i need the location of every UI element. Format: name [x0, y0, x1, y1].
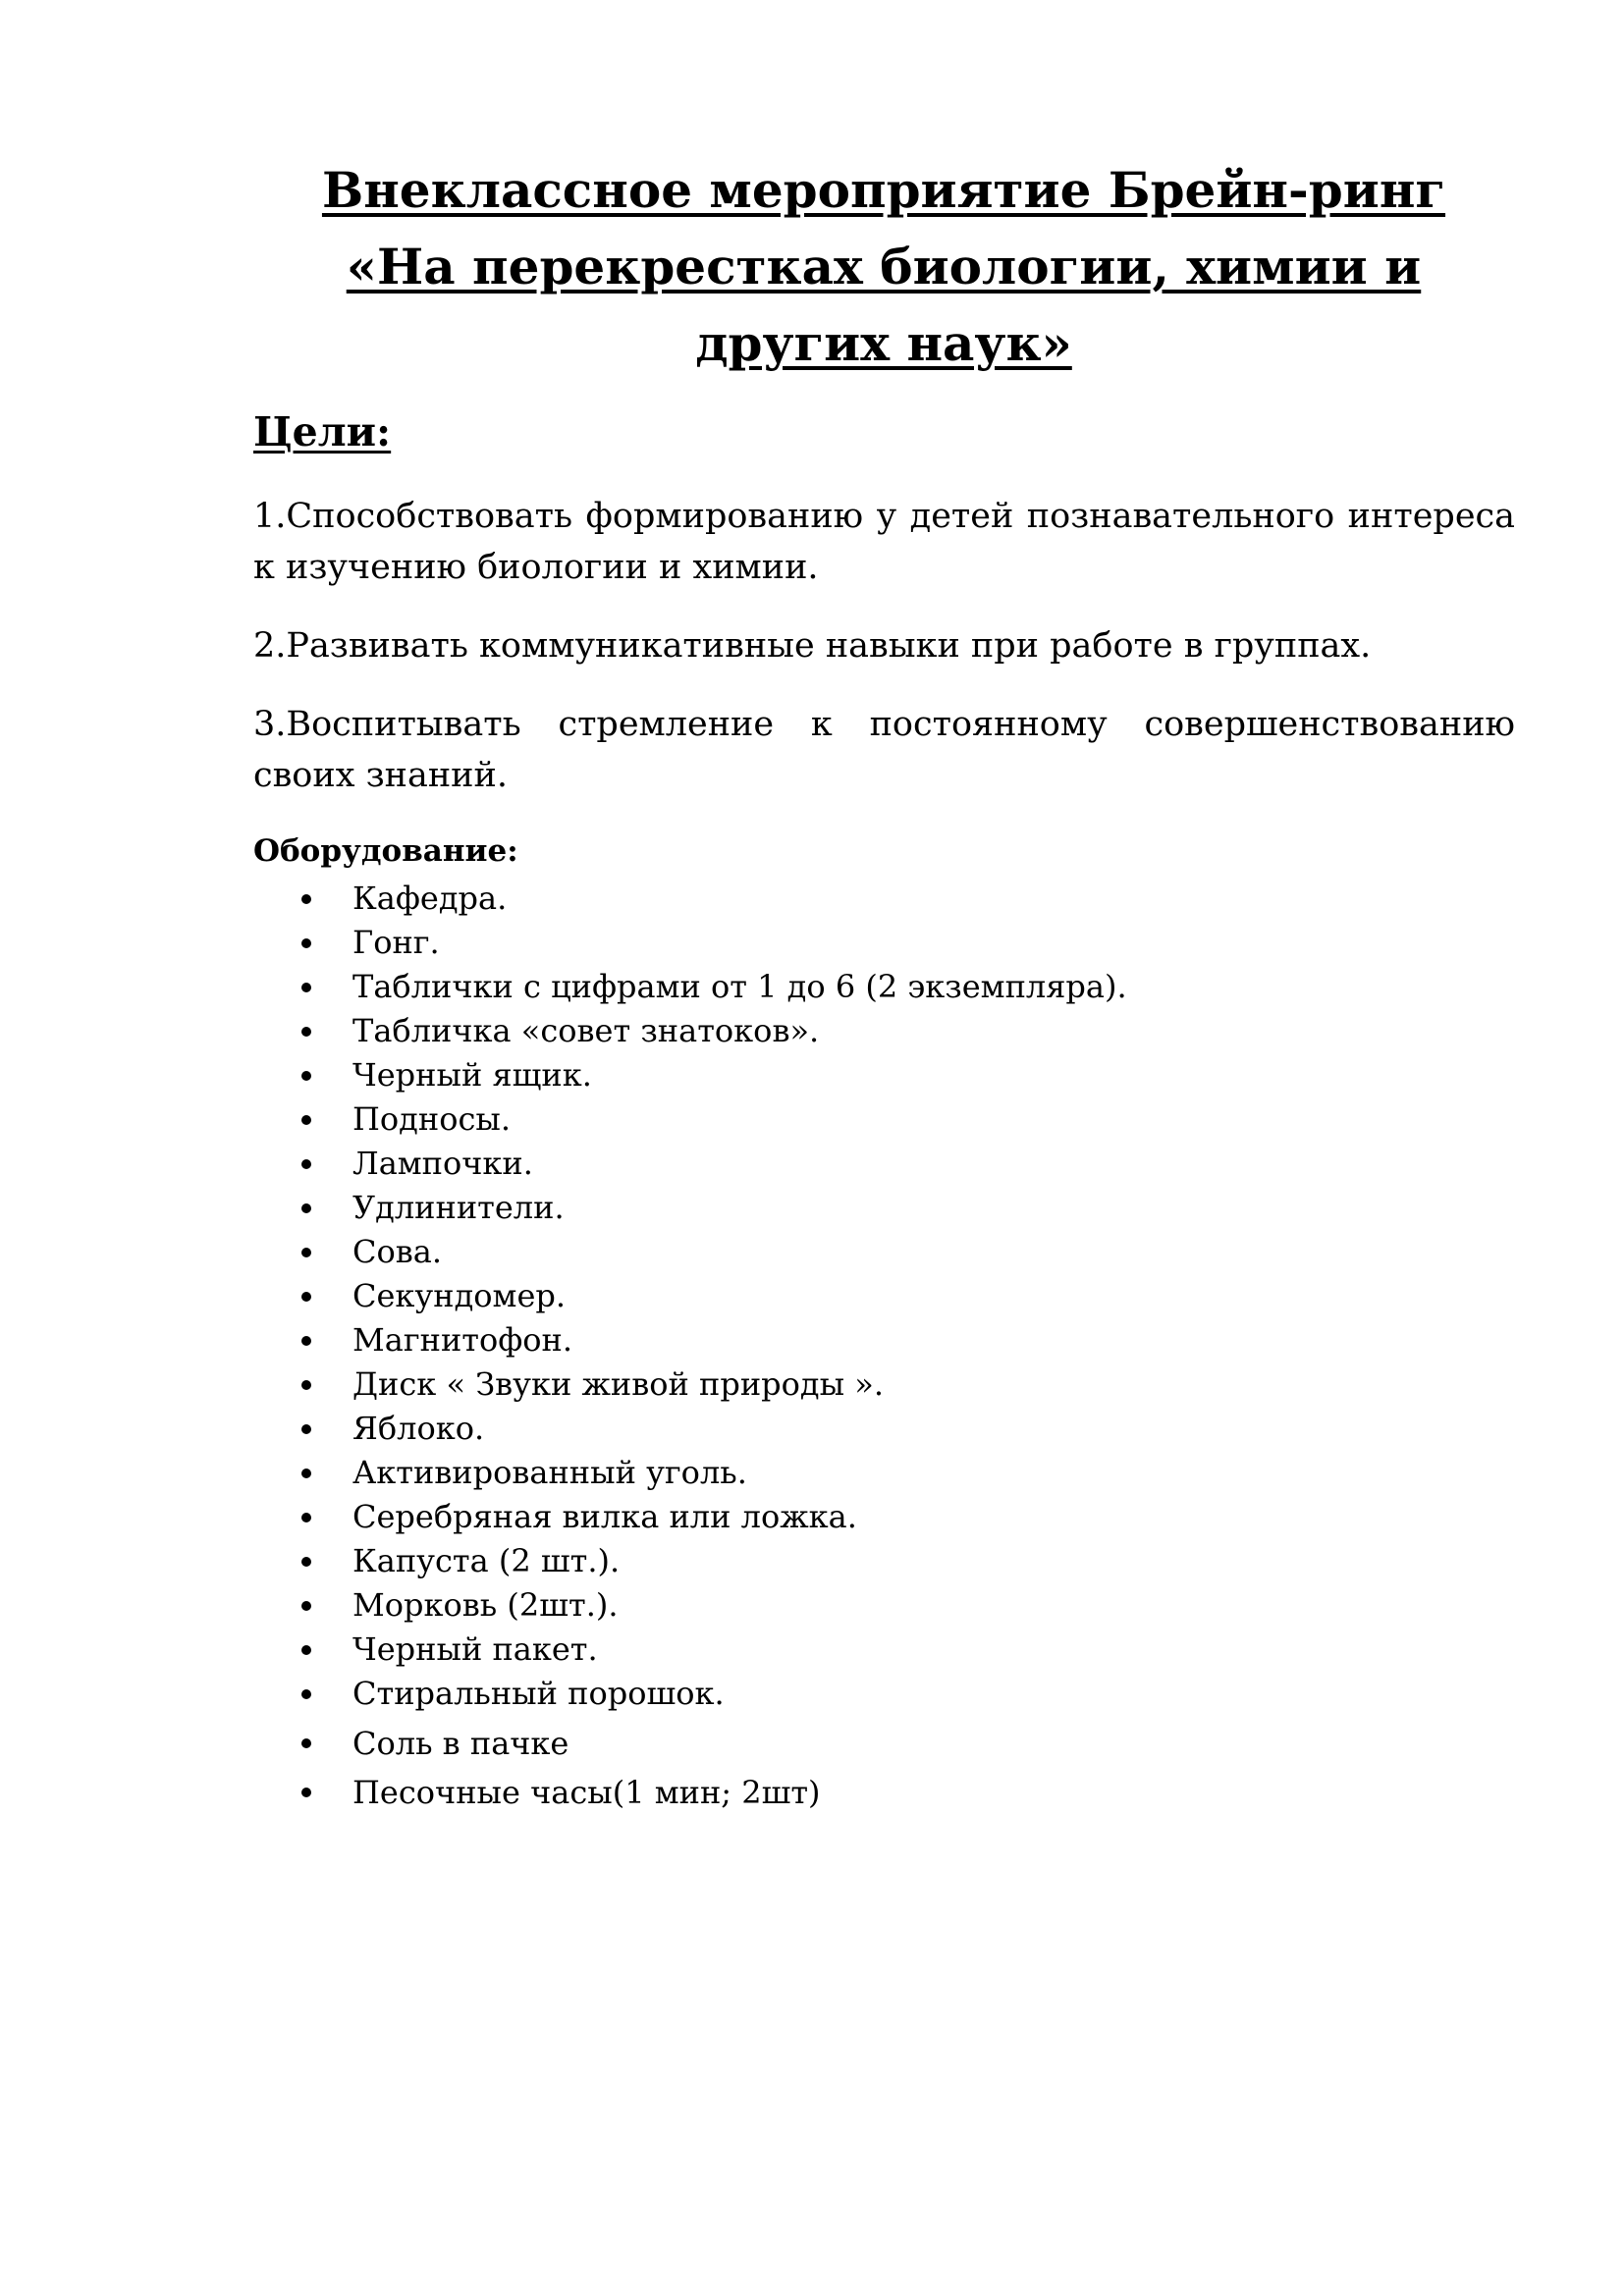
list-item-text: Таблички с цифрами от 1 до 6 (2 экземпляра).: [352, 968, 1127, 1005]
list-item: [253, 1407, 1432, 1451]
list-item-text: Секундомер.: [352, 1277, 567, 1314]
bullet-icon: [301, 983, 311, 992]
list-item-text: Песочные часы(1 мин; 2шт): [352, 1774, 821, 1811]
bullet-icon: [301, 1601, 311, 1611]
list-item: [253, 1230, 1432, 1274]
equipment-list: [253, 877, 1432, 1814]
bullet-icon: [301, 1689, 311, 1699]
list-item-text: Гонг.: [352, 924, 440, 961]
bullet-icon: [301, 1159, 311, 1169]
list-item-text: Черный ящик.: [352, 1056, 592, 1094]
document-title: [250, 152, 1517, 382]
bullet-icon: [301, 1248, 311, 1257]
list-item-text: Магнитофон.: [352, 1321, 573, 1359]
list-item: [253, 1142, 1432, 1186]
list-item-text: Серебряная вилка или ложка.: [352, 1498, 857, 1535]
list-item: [253, 1318, 1432, 1362]
list-item-text: Яблоко.: [352, 1410, 485, 1447]
list-item: [253, 1672, 1432, 1716]
equipment-heading: Оборудование:: [253, 833, 518, 869]
list-item: [253, 1274, 1432, 1318]
bullet-icon: [301, 1336, 311, 1346]
goal-item-3: 3.Воспитывать стремление к постоянному совершенствованию своих знаний.: [253, 705, 1515, 795]
list-item-text: Лампочки.: [352, 1145, 533, 1182]
list-item-text: Кафедра.: [352, 880, 508, 917]
bullet-icon: [301, 1027, 311, 1037]
bullet-icon: [301, 1513, 311, 1522]
list-item-text: Соль в пачке: [352, 1725, 569, 1762]
list-item: [253, 1628, 1432, 1672]
bullet-icon: [301, 1788, 311, 1797]
list-item-text: Удлинители.: [352, 1189, 565, 1226]
list-item: [253, 1053, 1432, 1097]
bullet-icon: [301, 1071, 311, 1081]
list-item-text: Морковь (2шт.).: [352, 1586, 619, 1624]
list-item-text: Сова.: [352, 1233, 443, 1270]
bullet-icon: [301, 1380, 311, 1390]
list-item-text: Диск « Звуки живой природы ».: [352, 1365, 884, 1403]
list-item: [253, 1186, 1432, 1230]
list-item-text: Капуста (2 шт.).: [352, 1542, 621, 1579]
list-item: [253, 1097, 1432, 1142]
bullet-icon: [301, 1115, 311, 1125]
list-item: [253, 1583, 1432, 1628]
bullet-icon: [301, 894, 311, 904]
list-item: [253, 965, 1432, 1009]
list-item: [253, 1362, 1432, 1407]
list-item: [253, 877, 1432, 921]
bullet-icon: [301, 1468, 311, 1478]
list-item: [253, 1539, 1432, 1583]
goals-heading: Цели:: [253, 408, 392, 455]
title-line-1: Внеклассное мероприятие Брейн-ринг: [321, 161, 1446, 219]
list-item: [253, 921, 1432, 965]
list-item: [253, 1716, 1432, 1765]
list-item-text: Черный пакет.: [352, 1630, 598, 1668]
title-line-3: других наук»: [695, 314, 1072, 372]
list-item: [253, 1451, 1432, 1495]
bullet-icon: [301, 1292, 311, 1302]
list-item: [253, 1009, 1432, 1053]
list-item-text: Подносы.: [352, 1100, 512, 1138]
bullet-icon: [301, 938, 311, 948]
goal-item-1: 1.Способствовать формированию у детей познавательного интереса к изучению биологии и химии.: [253, 497, 1515, 587]
list-item: [253, 1495, 1432, 1539]
bullet-icon: [301, 1738, 311, 1748]
title-line-2: «На перекрестках биологии, химии и: [346, 238, 1422, 295]
bullet-icon: [301, 1424, 311, 1434]
bullet-icon: [301, 1645, 311, 1655]
list-item-text: Стиральный порошок.: [352, 1675, 725, 1712]
list-item: [253, 1765, 1432, 1814]
bullet-icon: [301, 1557, 311, 1567]
list-item-text: Табличка «совет знатоков».: [352, 1012, 820, 1049]
goal-item-2: 2.Развивать коммуникативные навыки при работе в группах.: [253, 626, 1372, 666]
list-item-text: Активированный уголь.: [352, 1454, 747, 1491]
bullet-icon: [301, 1203, 311, 1213]
